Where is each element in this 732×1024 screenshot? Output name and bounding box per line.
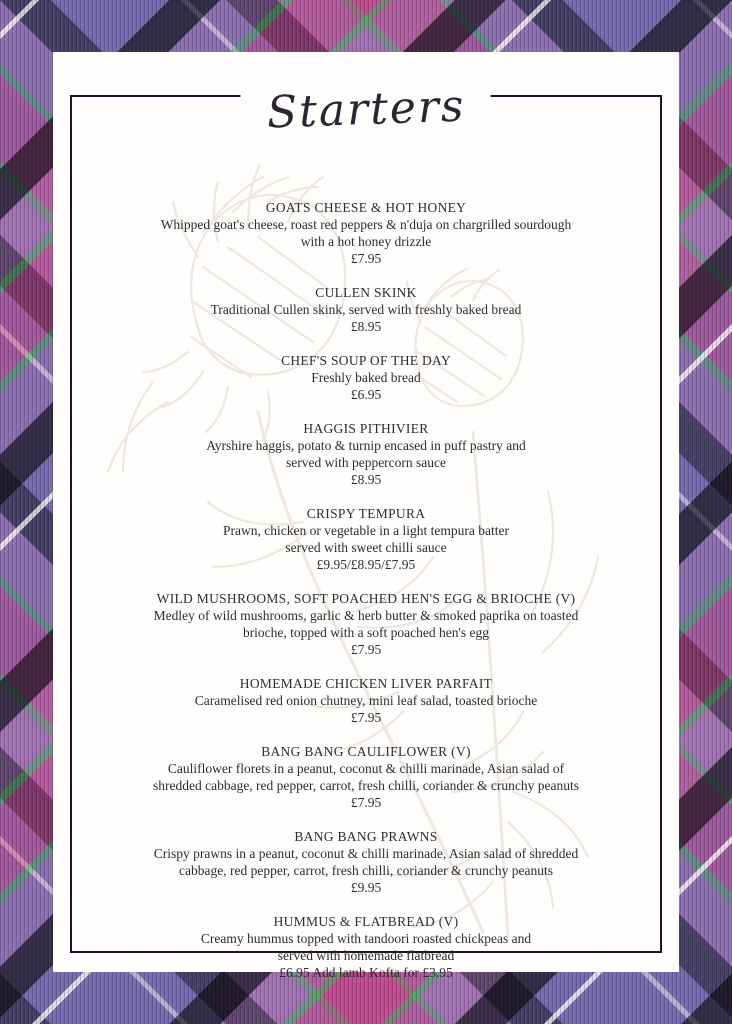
menu-item-description	[89, 845, 643, 879]
menu-item-price: £7.95	[350, 642, 382, 657]
menu-item-name: BANG BANG PRAWNS	[294, 829, 438, 844]
menu-item-description	[89, 301, 643, 318]
menu-item-name: CULLEN SKINK	[315, 285, 417, 300]
menu-item-description-line: Crispy prawns in a peanut, coconut & chilli marinade, Asian salad of shredded	[153, 846, 579, 861]
menu-item-price: £6.95	[350, 387, 382, 402]
menu-item-description-line: Cauliflower florets in a peanut, coconut & chilli marinade, Asian salad of	[167, 761, 565, 776]
menu-item-name: BANG BANG CAULIFLOWER (V)	[261, 744, 471, 759]
menu-item-description-line: with a hot honey drizzle	[300, 234, 432, 249]
menu-list	[89, 199, 643, 981]
menu-item-name: HUMMUS & FLATBREAD (V)	[273, 914, 459, 929]
section-title-row	[53, 52, 679, 144]
menu-item-name: HAGGIS PITHIVIER	[303, 421, 429, 436]
menu-item-description-line: Creamy hummus topped with tandoori roasted chickpeas and	[200, 931, 532, 946]
menu-item-description-line: Caramelised red onion chutney, mini leaf salad, toasted brioche	[194, 693, 538, 708]
menu-item	[89, 199, 643, 267]
menu-item-description	[89, 437, 643, 471]
menu-item-description	[89, 369, 643, 386]
menu-item-description	[89, 607, 643, 641]
menu-item-price: £7.95	[350, 710, 382, 725]
menu-item	[89, 913, 643, 981]
section-title: Starters	[240, 84, 492, 137]
menu-item-description-line: Whipped goat's cheese, roast red peppers & n'duja on chargrilled sourdough	[160, 217, 572, 232]
menu-item-description-line: Ayrshire haggis, potato & turnip encased in puff pastry and	[206, 438, 526, 453]
menu-item-description	[89, 522, 643, 556]
menu-item	[89, 420, 643, 488]
menu-item-description	[89, 930, 643, 964]
menu-item-description	[89, 760, 643, 794]
menu-item	[89, 352, 643, 403]
menu-item-price: £8.95	[350, 319, 382, 334]
menu-item-name: GOATS CHEESE & HOT HONEY	[265, 200, 467, 215]
menu-item-description-line: Traditional Cullen skink, served with freshly baked bread	[210, 302, 522, 317]
menu-item-name: HOMEMADE CHICKEN LIVER PARFAIT	[239, 676, 493, 691]
menu-item-description-line: Medley of wild mushrooms, garlic & herb butter & smoked paprika on toasted	[153, 608, 579, 623]
menu-item-price: £9.95	[350, 880, 382, 895]
menu-item	[89, 675, 643, 726]
menu-item-description-line: brioche, topped with a soft poached hen's egg	[242, 625, 490, 640]
menu-item	[89, 828, 643, 896]
menu-item-name: CHEF'S SOUP OF THE DAY	[281, 353, 451, 368]
menu-item-description-line: Prawn, chicken or vegetable in a light tempura batter	[222, 523, 510, 538]
menu-panel	[53, 52, 679, 980]
menu-item-description	[89, 692, 643, 709]
menu-item-price: £6.95 Add lamb Kofta for £3.95	[279, 965, 453, 980]
menu-item-description	[89, 216, 643, 250]
menu-item	[89, 505, 643, 573]
menu-item	[89, 743, 643, 811]
menu-item-description-line: served with homemade flatbread	[277, 948, 455, 963]
menu-item-description-line: served with peppercorn sauce	[285, 455, 447, 470]
menu-item	[89, 284, 643, 335]
menu-item	[89, 590, 643, 658]
menu-item-name: WILD MUSHROOMS, SOFT POACHED HEN'S EGG & BRIOCHE (V)	[156, 591, 576, 606]
menu-item-price: £7.95	[350, 795, 382, 810]
menu-item-price: £8.95	[350, 472, 382, 487]
menu-item-description-line: Freshly baked bread	[311, 370, 421, 385]
menu-item-description-line: shredded cabbage, red pepper, carrot, fresh chilli, coriander & crunchy peanuts	[152, 778, 580, 793]
menu-item-name: CRISPY TEMPURA	[306, 506, 426, 521]
menu-item-price: £7.95	[350, 251, 382, 266]
menu-item-price: £9.95/£8.95/£7.95	[316, 557, 416, 572]
menu-item-description-line: served with sweet chilli sauce	[285, 540, 447, 555]
menu-item-description-line: cabbage, red pepper, carrot, fresh chilli, coriander & crunchy peanuts	[179, 863, 553, 878]
